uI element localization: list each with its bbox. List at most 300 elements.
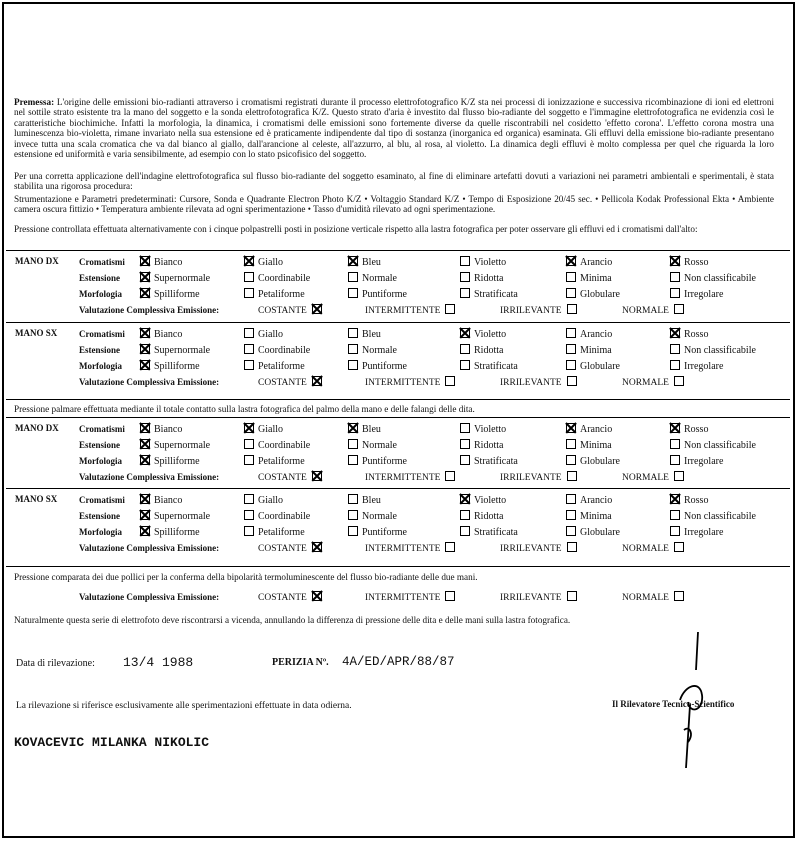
valutazione-option[interactable]: [622, 376, 688, 388]
checkbox-cromatismi[interactable]: [140, 328, 150, 338]
option-estensione[interactable]: [460, 344, 503, 356]
checkbox-estensione[interactable]: [140, 439, 150, 449]
option-label: Supernormale: [154, 273, 211, 284]
option-label: Giallo: [258, 329, 283, 340]
checkbox-morfologia[interactable]: [460, 455, 470, 465]
valutazione-option[interactable]: [500, 376, 581, 388]
option-estensione[interactable]: [244, 510, 310, 522]
option-label: Irregolare: [684, 289, 724, 300]
perizia-label: PERIZIA Nº.: [272, 657, 329, 668]
subject-name: KOVACEVIC MILANKA NIKOLIC: [14, 735, 210, 750]
checkbox-morfologia[interactable]: [348, 455, 358, 465]
checkbox-cromatismi[interactable]: [244, 423, 254, 433]
procedure-paragraph: Per una corretta applicazione dell'indagine elettrofotografica sul flusso bio-radiante del soggetto esaminato, al fine di eliminare artefatti dovuti a variazioni nei parametri ambientali e sperimentali, è stata stabilita una rigorosa procedura:: [14, 171, 774, 192]
valutazione-option[interactable]: [258, 304, 326, 316]
option-label: Minima: [580, 345, 612, 356]
option-label: Puntiforme: [362, 527, 407, 538]
option-label: Spilliforme: [154, 289, 200, 300]
option-cromatismi[interactable]: [244, 256, 283, 268]
option-morfologia[interactable]: [244, 455, 305, 467]
checkbox-valutazione[interactable]: [567, 376, 577, 386]
option-label: Rosso: [684, 329, 709, 340]
valutazione-option[interactable]: [258, 542, 326, 554]
row-label-cromatismi: Cromatismi: [79, 424, 125, 434]
checkbox-estensione[interactable]: [566, 344, 576, 354]
row-label-morfologia: Morfologia: [79, 527, 122, 537]
option-morfologia[interactable]: [460, 288, 518, 300]
valutazione-label: Valutazione Complessiva Emissione:: [79, 305, 220, 315]
option-morfologia[interactable]: [670, 288, 723, 300]
option-cromatismi[interactable]: [670, 494, 708, 506]
valutazione-option-label: INTERMITTENTE: [365, 306, 441, 316]
option-morfologia[interactable]: [566, 526, 620, 538]
option-estensione[interactable]: [244, 344, 310, 356]
option-estensione[interactable]: [348, 344, 397, 356]
row-label-morfologia: Morfologia: [79, 456, 122, 466]
option-morfologia[interactable]: [460, 526, 518, 538]
valutazione-option[interactable]: [258, 376, 326, 388]
checkbox-valutazione[interactable]: [445, 542, 455, 552]
option-estensione[interactable]: [244, 439, 310, 451]
valutazione-option[interactable]: [365, 376, 459, 388]
checkbox-morfologia[interactable]: [670, 455, 680, 465]
option-label: Bianco: [154, 424, 183, 435]
checkbox-estensione[interactable]: [460, 510, 470, 520]
checkbox-cromatismi[interactable]: [244, 328, 254, 338]
option-cromatismi[interactable]: [670, 423, 708, 435]
pressure-paragraph: Pressione controllata effettuata alternativamente con i cinque polpastrelli posti in posizione verticale rispetto alla lastra fotografica per poter osservare gli effluvi ed i cromatismi dall'alto:: [14, 224, 698, 234]
section-divider: [6, 399, 790, 400]
option-label: Globulare: [580, 289, 620, 300]
option-morfologia[interactable]: [140, 360, 200, 372]
checkbox-morfologia[interactable]: [244, 455, 254, 465]
row-label-cromatismi: Cromatismi: [79, 257, 125, 267]
checkbox-morfologia[interactable]: [566, 360, 576, 370]
option-label: Minima: [580, 511, 612, 522]
row-label-cromatismi: Cromatismi: [79, 495, 125, 505]
valutazione-option[interactable]: [365, 304, 459, 316]
checkbox-cromatismi[interactable]: [460, 423, 470, 433]
checkbox-valutazione[interactable]: [674, 471, 684, 481]
option-estensione[interactable]: [670, 510, 756, 522]
checkbox-estensione[interactable]: [670, 344, 680, 354]
checkbox-estensione[interactable]: [460, 272, 470, 282]
option-label: Ridotta: [474, 511, 504, 522]
checkbox-valutazione[interactable]: [312, 471, 322, 481]
checkbox-cromatismi[interactable]: [348, 256, 358, 266]
option-label: Coordinabile: [258, 440, 311, 451]
checkbox-valutazione[interactable]: [312, 304, 322, 314]
option-estensione[interactable]: [140, 510, 210, 522]
valutazione-option-label: NORMALE: [622, 306, 669, 316]
checkbox-valutazione[interactable]: [445, 591, 455, 601]
option-estensione[interactable]: [670, 344, 756, 356]
option-label: Supernormale: [154, 440, 211, 451]
option-label: Petaliforme: [258, 527, 305, 538]
checkbox-valutazione[interactable]: [445, 376, 455, 386]
valutazione-option-label: NORMALE: [622, 378, 669, 388]
option-label: Bianco: [154, 495, 183, 506]
checkbox-estensione[interactable]: [244, 344, 254, 354]
option-cromatismi[interactable]: [140, 256, 182, 268]
valutazione-label: Valutazione Complessiva Emissione:: [79, 592, 220, 602]
checkbox-cromatismi[interactable]: [244, 256, 254, 266]
row-label-morfologia: Morfologia: [79, 289, 122, 299]
checkbox-valutazione[interactable]: [674, 376, 684, 386]
option-cromatismi[interactable]: [348, 494, 381, 506]
checkbox-cromatismi[interactable]: [670, 423, 680, 433]
option-label: Normale: [362, 345, 397, 356]
option-label: Spilliforme: [154, 361, 200, 372]
option-label: Supernormale: [154, 511, 211, 522]
valutazione-option[interactable]: [622, 591, 688, 603]
checkbox-estensione[interactable]: [140, 510, 150, 520]
valutazione-option-label: NORMALE: [622, 544, 669, 554]
instruments-paragraph: Strumentazione e Parametri predeterminati: Cursore, Sonda e Quadrante Electron Photo K/Z • Voltaggio Standard K/Z • Tempo di Esposizione 20/45 sec. • Pellicola Kodak Professional Ekta • Ambiente camera oscura fittizio • Temperatura ambiente rilevata ad ogni sperimentazione • Tasso d'umidità rilevato ad ogni sperimentazione.: [14, 194, 774, 215]
checkbox-morfologia[interactable]: [460, 360, 470, 370]
option-label: Stratificata: [474, 289, 518, 300]
valutazione-label: Valutazione Complessiva Emissione:: [79, 472, 220, 482]
checkbox-valutazione[interactable]: [567, 471, 577, 481]
valutazione-option-label: COSTANTE: [258, 473, 307, 483]
valutazione-option[interactable]: [258, 591, 326, 603]
option-estensione[interactable]: [348, 510, 397, 522]
valutazione-option[interactable]: [365, 591, 459, 603]
option-estensione[interactable]: [140, 344, 210, 356]
checkbox-cromatismi[interactable]: [348, 328, 358, 338]
valutazione-option-label: IRRILEVANTE: [500, 473, 562, 483]
checkbox-morfologia[interactable]: [348, 360, 358, 370]
valutazione-option-label: IRRILEVANTE: [500, 593, 562, 603]
row-label-estensione: Estensione: [79, 273, 121, 283]
option-label: Non classificabile: [684, 511, 756, 522]
option-label: Globulare: [580, 456, 620, 467]
valutazione-option-label: COSTANTE: [258, 544, 307, 554]
option-morfologia[interactable]: [566, 360, 620, 372]
checkbox-morfologia[interactable]: [140, 288, 150, 298]
option-morfologia[interactable]: [140, 455, 200, 467]
checkbox-estensione[interactable]: [348, 344, 358, 354]
checkbox-morfologia[interactable]: [670, 288, 680, 298]
valutazione-option-label: IRRILEVANTE: [500, 378, 562, 388]
option-cromatismi[interactable]: [244, 423, 283, 435]
option-label: Normale: [362, 440, 397, 451]
checkbox-estensione[interactable]: [566, 272, 576, 282]
option-label: Stratificata: [474, 361, 518, 372]
option-cromatismi[interactable]: [566, 494, 612, 506]
option-label: Petaliforme: [258, 361, 305, 372]
option-morfologia[interactable]: [140, 526, 200, 538]
option-cromatismi[interactable]: [244, 494, 283, 506]
valutazione-option-label: COSTANTE: [258, 593, 307, 603]
checkbox-cromatismi[interactable]: [460, 494, 470, 504]
option-estensione[interactable]: [670, 272, 756, 284]
checkbox-estensione[interactable]: [140, 272, 150, 282]
option-morfologia[interactable]: [566, 288, 620, 300]
checkbox-cromatismi[interactable]: [140, 423, 150, 433]
option-label: Rosso: [684, 424, 709, 435]
row-label-estensione: Estensione: [79, 511, 121, 521]
option-estensione[interactable]: [566, 272, 612, 284]
option-estensione[interactable]: [348, 272, 397, 284]
valutazione-option-label: COSTANTE: [258, 378, 307, 388]
option-label: Violetto: [474, 495, 507, 506]
option-label: Arancio: [580, 495, 613, 506]
checkbox-morfologia[interactable]: [244, 360, 254, 370]
checkbox-cromatismi[interactable]: [140, 256, 150, 266]
option-label: Giallo: [258, 257, 283, 268]
option-morfologia[interactable]: [140, 288, 200, 300]
option-cromatismi[interactable]: [460, 256, 506, 268]
checkbox-morfologia[interactable]: [140, 360, 150, 370]
checkbox-cromatismi[interactable]: [140, 494, 150, 504]
option-morfologia[interactable]: [348, 526, 407, 538]
option-label: Puntiforme: [362, 289, 407, 300]
checkbox-estensione[interactable]: [670, 272, 680, 282]
valutazione-option-label: NORMALE: [622, 593, 669, 603]
section-divider: [6, 566, 790, 567]
natural-text: Naturalmente questa serie di elettrofoto deve riscontrarsi a vicenda, annullando la differenza di pressione delle dita e delle mani sulla lastra fotografica.: [14, 615, 571, 625]
option-label: Bleu: [362, 495, 381, 506]
option-label: Rosso: [684, 257, 709, 268]
valutazione-option[interactable]: [258, 471, 326, 483]
option-label: Giallo: [258, 495, 283, 506]
row-label-cromatismi: Cromatismi: [79, 329, 125, 339]
option-label: Bleu: [362, 257, 381, 268]
checkbox-valutazione[interactable]: [674, 542, 684, 552]
checkbox-morfologia[interactable]: [460, 526, 470, 536]
option-cromatismi[interactable]: [566, 423, 612, 435]
option-label: Normale: [362, 511, 397, 522]
option-morfologia[interactable]: [566, 455, 620, 467]
option-cromatismi[interactable]: [348, 423, 381, 435]
valutazione-option-label: INTERMITTENTE: [365, 378, 441, 388]
date-label: Data di rilevazione:: [16, 658, 95, 669]
option-cromatismi[interactable]: [140, 494, 182, 506]
option-label: Spilliforme: [154, 527, 200, 538]
checkbox-morfologia[interactable]: [670, 360, 680, 370]
row-label-estensione: Estensione: [79, 345, 121, 355]
option-cromatismi[interactable]: [140, 328, 182, 340]
section-divider: [6, 322, 790, 323]
checkbox-morfologia[interactable]: [348, 526, 358, 536]
option-morfologia[interactable]: [348, 360, 407, 372]
checkbox-cromatismi[interactable]: [348, 423, 358, 433]
checkbox-estensione[interactable]: [348, 272, 358, 282]
valutazione-option[interactable]: [622, 471, 688, 483]
option-label: Arancio: [580, 329, 613, 340]
option-label: Puntiforme: [362, 361, 407, 372]
row-label-estensione: Estensione: [79, 440, 121, 450]
option-cromatismi[interactable]: [348, 256, 381, 268]
option-morfologia[interactable]: [244, 288, 305, 300]
checkbox-valutazione[interactable]: [445, 304, 455, 314]
option-cromatismi[interactable]: [670, 328, 708, 340]
option-estensione[interactable]: [460, 510, 503, 522]
checkbox-estensione[interactable]: [244, 439, 254, 449]
checkbox-estensione[interactable]: [244, 272, 254, 282]
checkbox-valutazione[interactable]: [445, 471, 455, 481]
checkbox-cromatismi[interactable]: [670, 494, 680, 504]
option-label: Minima: [580, 440, 612, 451]
option-label: Bianco: [154, 257, 183, 268]
option-label: Petaliforme: [258, 456, 305, 467]
checkbox-estensione[interactable]: [670, 510, 680, 520]
checkbox-valutazione[interactable]: [312, 542, 322, 552]
checkbox-valutazione[interactable]: [312, 376, 322, 386]
option-label: Minima: [580, 273, 612, 284]
option-estensione[interactable]: [460, 272, 503, 284]
checkbox-estensione[interactable]: [566, 439, 576, 449]
option-estensione[interactable]: [244, 272, 310, 284]
checkbox-estensione[interactable]: [460, 344, 470, 354]
valutazione-option[interactable]: [365, 542, 459, 554]
option-label: Rosso: [684, 495, 709, 506]
option-label: Coordinabile: [258, 273, 311, 284]
checkbox-cromatismi[interactable]: [348, 494, 358, 504]
option-label: Non classificabile: [684, 345, 756, 356]
option-label: Coordinabile: [258, 345, 311, 356]
checkbox-cromatismi[interactable]: [244, 494, 254, 504]
option-label: Ridotta: [474, 345, 504, 356]
option-morfologia[interactable]: [460, 360, 518, 372]
checkbox-morfologia[interactable]: [460, 288, 470, 298]
option-label: Irregolare: [684, 527, 724, 538]
hand-label: MANO DX: [15, 256, 59, 266]
checkbox-morfologia[interactable]: [670, 526, 680, 536]
checkbox-estensione[interactable]: [348, 439, 358, 449]
option-cromatismi[interactable]: [140, 423, 182, 435]
checkbox-estensione[interactable]: [348, 510, 358, 520]
section-divider: [6, 488, 790, 489]
option-morfologia[interactable]: [348, 288, 407, 300]
checkbox-valutazione[interactable]: [674, 591, 684, 601]
option-estensione[interactable]: [460, 439, 503, 451]
option-label: Violetto: [474, 329, 507, 340]
checkbox-cromatismi[interactable]: [566, 423, 576, 433]
option-morfologia[interactable]: [348, 455, 407, 467]
checkbox-valutazione[interactable]: [567, 304, 577, 314]
perizia-value: 4A/ED/APR/88/87: [342, 655, 455, 669]
option-label: Irregolare: [684, 361, 724, 372]
option-estensione[interactable]: [140, 272, 210, 284]
option-label: Puntiforme: [362, 456, 407, 467]
checkbox-valutazione[interactable]: [567, 591, 577, 601]
valutazione-option-label: INTERMITTENTE: [365, 593, 441, 603]
option-morfologia[interactable]: [670, 526, 723, 538]
option-label: Violetto: [474, 424, 507, 435]
option-label: Coordinabile: [258, 511, 311, 522]
valutazione-option[interactable]: [622, 542, 688, 554]
checkbox-cromatismi[interactable]: [566, 328, 576, 338]
option-label: Spilliforme: [154, 456, 200, 467]
checkbox-cromatismi[interactable]: [670, 328, 680, 338]
valutazione-label: Valutazione Complessiva Emissione:: [79, 377, 220, 387]
option-cromatismi[interactable]: [460, 494, 506, 506]
checkbox-valutazione[interactable]: [674, 304, 684, 314]
option-cromatismi[interactable]: [566, 256, 612, 268]
checkbox-estensione[interactable]: [670, 439, 680, 449]
checkbox-cromatismi[interactable]: [566, 256, 576, 266]
checkbox-morfologia[interactable]: [566, 526, 576, 536]
option-morfologia[interactable]: [670, 360, 723, 372]
option-cromatismi[interactable]: [670, 256, 708, 268]
valutazione-option[interactable]: [500, 542, 581, 554]
hand-label: MANO DX: [15, 423, 59, 433]
option-estensione[interactable]: [140, 439, 210, 451]
checkbox-morfologia[interactable]: [566, 455, 576, 465]
option-label: Arancio: [580, 424, 613, 435]
option-label: Bianco: [154, 329, 183, 340]
checkbox-cromatismi[interactable]: [670, 256, 680, 266]
checkbox-morfologia[interactable]: [244, 288, 254, 298]
checkbox-morfologia[interactable]: [140, 455, 150, 465]
valutazione-option[interactable]: [622, 304, 688, 316]
option-morfologia[interactable]: [670, 455, 723, 467]
option-label: Petaliforme: [258, 289, 305, 300]
checkbox-cromatismi[interactable]: [566, 494, 576, 504]
valutazione-label: Valutazione Complessiva Emissione:: [79, 543, 220, 553]
option-estensione[interactable]: [348, 439, 397, 451]
option-cromatismi[interactable]: [460, 328, 506, 340]
option-cromatismi[interactable]: [244, 328, 283, 340]
option-cromatismi[interactable]: [348, 328, 381, 340]
valutazione-option-label: COSTANTE: [258, 306, 307, 316]
option-label: Non classificabile: [684, 440, 756, 451]
valutazione-option[interactable]: [500, 304, 581, 316]
option-label: Bleu: [362, 329, 381, 340]
option-label: Giallo: [258, 424, 283, 435]
section-divider: [6, 250, 790, 251]
option-morfologia[interactable]: [244, 360, 305, 372]
option-estensione[interactable]: [566, 510, 612, 522]
checkbox-cromatismi[interactable]: [460, 256, 470, 266]
checkbox-valutazione[interactable]: [312, 591, 322, 601]
checkbox-morfologia[interactable]: [348, 288, 358, 298]
option-cromatismi[interactable]: [566, 328, 612, 340]
option-label: Bleu: [362, 424, 381, 435]
option-estensione[interactable]: [670, 439, 756, 451]
checkbox-valutazione[interactable]: [567, 542, 577, 552]
checkbox-morfologia[interactable]: [244, 526, 254, 536]
valutazione-option[interactable]: [365, 471, 459, 483]
checkbox-cromatismi[interactable]: [460, 328, 470, 338]
option-estensione[interactable]: [566, 344, 612, 356]
checkbox-estensione[interactable]: [140, 344, 150, 354]
option-label: Globulare: [580, 527, 620, 538]
valutazione-option[interactable]: [500, 591, 581, 603]
valutazione-option-label: INTERMITTENTE: [365, 473, 441, 483]
checkbox-estensione[interactable]: [460, 439, 470, 449]
option-label: Supernormale: [154, 345, 211, 356]
option-label: Arancio: [580, 257, 613, 268]
valutazione-option-label: IRRILEVANTE: [500, 544, 562, 554]
checkbox-morfologia[interactable]: [566, 288, 576, 298]
valutazione-option[interactable]: [500, 471, 581, 483]
option-morfologia[interactable]: [244, 526, 305, 538]
option-label: Normale: [362, 273, 397, 284]
checkbox-morfologia[interactable]: [140, 526, 150, 536]
option-morfologia[interactable]: [460, 455, 518, 467]
checkbox-estensione[interactable]: [244, 510, 254, 520]
rilevatore-label: Il Rilevatore Tecnico-Scientifico: [612, 699, 735, 709]
checkbox-estensione[interactable]: [566, 510, 576, 520]
hand-label: MANO SX: [15, 494, 58, 504]
option-estensione[interactable]: [566, 439, 612, 451]
valutazione-option-label: IRRILEVANTE: [500, 306, 562, 316]
option-label: Stratificata: [474, 527, 518, 538]
option-cromatismi[interactable]: [460, 423, 506, 435]
